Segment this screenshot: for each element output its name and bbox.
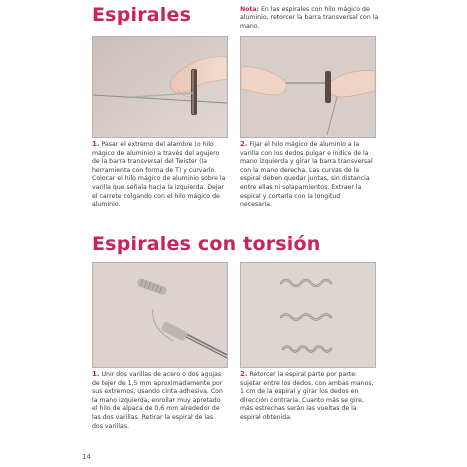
heading-espirales: Espirales bbox=[92, 4, 192, 26]
step-2-number: 2. bbox=[240, 140, 248, 148]
photo-twisted-spirals bbox=[241, 263, 375, 367]
note-label: Nota: bbox=[240, 6, 260, 13]
step-1-body: Pasar el extremo del alambre (o hilo mágico de aluminio) a través del agujero de la barra transversal del Twister (la herramienta con forma de T) y curvarlo. Colocar el hilo mágico de aluminio sobre la varilla que señala hacia la izquierda. Dejar el carrete colgando con el hilo mágico de aluminio. bbox=[92, 141, 226, 209]
torsion-step-1-body: Unir dos varillas de acero o dos agujas de tejer de 1,5 mm aproximadamente por sus extremos, usando cinta adhesiva. Con la mano izquierda, enrollar muy apretado el hilo de alpaca de 0,6 mm alrededor de las dos varillas. Retirar la espiral de las dos varillas. bbox=[92, 371, 223, 430]
torsion-step-2-body: Retorcer la espiral parte por parte: sujetar entre los dedos, con ambas manos, 1 cm de la espiral y girar los dedos en dirección contraria. Cuanto más se gire, más estrechas serán las vueltas de la espiral obtenida. bbox=[240, 371, 374, 421]
page-number: 14 bbox=[82, 453, 91, 461]
torsion-step-2-number: 2. bbox=[240, 370, 248, 378]
torsion-step-1-number: 1. bbox=[92, 370, 100, 378]
photo-hand-twister bbox=[93, 37, 227, 137]
photo-step-1 bbox=[92, 36, 228, 138]
photo-torsion-step-1 bbox=[92, 262, 228, 368]
note-box bbox=[240, 6, 390, 31]
photo-step-2 bbox=[240, 36, 376, 138]
step-1-text bbox=[92, 140, 226, 210]
heading-espirales-torsion: Espirales con torsión bbox=[92, 233, 321, 255]
photo-hands-twisting bbox=[241, 37, 375, 137]
photo-rods-coil bbox=[93, 263, 227, 367]
step-2-text bbox=[240, 140, 374, 210]
photo-torsion-step-2 bbox=[240, 262, 376, 368]
step-2-body: Fijar el hilo mágico de aluminio a la varilla con los dedos pulgar e índice de la mano izquierda y girar la barra transversal con la mano derecha. Las curvas de la espiral deben quedar juntas, sin distancia entre ellas ni solapamientos. Extraer la espiral y cortarla con la longitud necesaria. bbox=[240, 141, 373, 209]
step-1-number: 1. bbox=[92, 140, 100, 148]
torsion-step-1-text bbox=[92, 370, 226, 431]
note-text: En las espirales con hilo mágico de aluminio, retorcer la barra transversal con la mano. bbox=[240, 6, 379, 30]
torsion-step-2-text bbox=[240, 370, 374, 423]
